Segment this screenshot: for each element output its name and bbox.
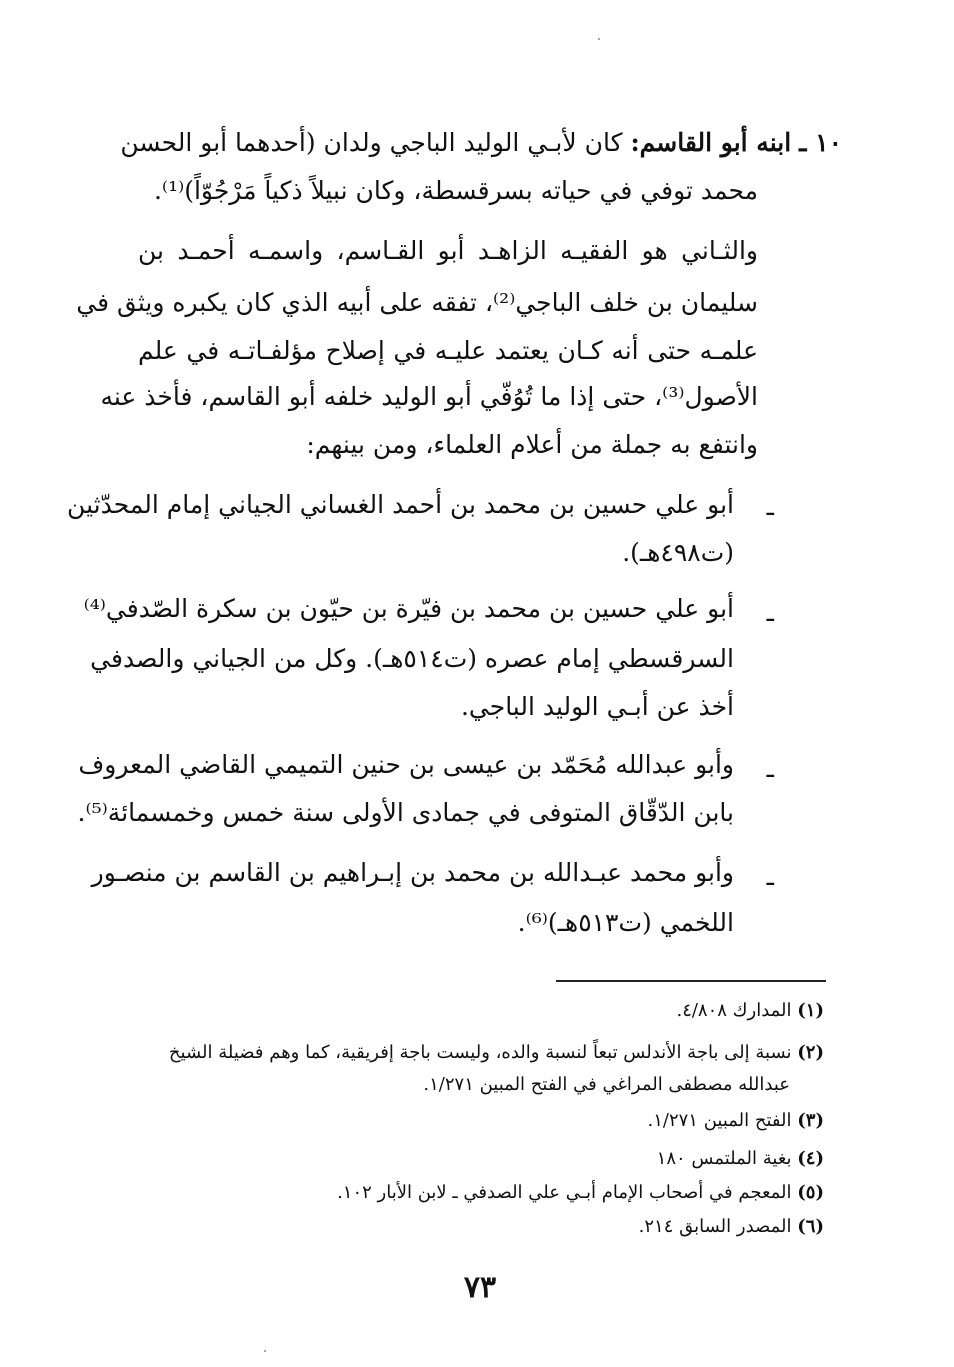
footnote-label: (٢) xyxy=(797,1042,824,1063)
paragraph-2-line-2: سليمان بن خلف الباجي⁽²⁾، تفقه على أبيه الذي كان يكبره ويثق في xyxy=(76,288,758,317)
paragraph-2-line-5: وانتفع به جملة من أعلام العلماء، ومن بينهم: xyxy=(306,430,758,459)
footnote-4 xyxy=(657,1146,824,1172)
footnote-5 xyxy=(337,1180,824,1206)
footnote-text: الفتح المبين ١/٢٧١. xyxy=(647,1110,792,1131)
footnote-2 xyxy=(130,1040,824,1066)
scan-speck xyxy=(264,1350,266,1352)
list-item-3-line-1: وأبو عبدالله مُحَمّد بن عيسى بن حنين التميمي القاضي المعروف xyxy=(78,750,734,779)
list-item-dash: ـ xyxy=(766,754,774,783)
footnote-6 xyxy=(639,1214,824,1240)
entry-text: كان لأبـي الوليد الباجي ولدان (أحدهما أبو الحسن xyxy=(120,128,623,157)
list-item-2-line-2: السرقسطي إمام عصره (ت٥١٤هـ). وكل من الجياني والصدفي xyxy=(90,644,734,673)
list-item-4-line-1: وأبو محمد عبـدالله بن محمد بن إبـراهيم بن القاسم بن منصـور xyxy=(91,858,734,887)
footnote-label: (٦) xyxy=(797,1216,824,1237)
list-item-4-line-2: اللخمي (ت٥١٣هـ)⁽⁶⁾. xyxy=(517,908,734,937)
list-item-1-line-2: (ت٤٩٨هـ). xyxy=(622,538,734,567)
list-item-dash: ـ xyxy=(766,598,774,627)
page-number: ٧٣ xyxy=(463,1270,497,1305)
list-item-dash: ـ xyxy=(766,862,774,891)
paragraph-2-line-3: علمـه حتى أنه كـان يعتمد عليـه في إصلاح مؤلفـاتـه في علم xyxy=(138,336,758,365)
footnote-1 xyxy=(676,998,824,1024)
list-item-dash: ـ xyxy=(766,492,774,521)
entry-number: ١٠ ـ xyxy=(799,128,842,157)
footnote-label: (٣) xyxy=(797,1110,824,1131)
footnote-label: (٥) xyxy=(797,1182,824,1203)
footnote-text: بغية الملتمس ١٨٠ xyxy=(656,1148,792,1169)
list-item-2-line-1: أبو علي حسين بن محمد بن فيّرة بن حيّون بن سكرة الصّدفي⁽⁴⁾ xyxy=(83,594,734,623)
list-item-3-line-2: بابن الدّقّاق المتوفى في جمادى الأولى سنة خمس وخمسمائة⁽⁵⁾. xyxy=(77,798,734,827)
scan-speck xyxy=(598,38,600,40)
list-item-1-line-1: أبو علي حسين بن محمد بن أحمد الغساني الجياني إمام المحدّثين xyxy=(67,490,734,519)
footnote-text: المعجم في أصحاب الإمام أبـي علي الصدفي ـ لابن الأبار ١٠٢. xyxy=(337,1182,792,1203)
list-item-2-line-3: أخذ عن أبـي الوليد الباجي. xyxy=(460,692,734,721)
footnote-text: نسبة إلى باجة الأندلس تبعاً لنسبة والده، وليست باجة إفريقية، كما وهم فضيلة الشيخ xyxy=(168,1042,792,1063)
footnote-2-line-2: عبدالله مصطفى المراغي في الفتح المبين ١/٢٧١. xyxy=(423,1074,790,1095)
paragraph-1-line-2: محمد توفي في حياته بسرقسطة، وكان نبيلاً ذكياً مَرْجُوّاً)⁽¹⁾. xyxy=(153,176,758,205)
paragraph-2-line-1: والثـاني هو الفقيـه الزاهـد أبو القـاسم، واسمـه أحمـد بن xyxy=(138,236,758,265)
footnote-label: (٤) xyxy=(797,1148,824,1169)
entry-name: ابنه أبو القاسم: xyxy=(630,128,792,157)
paragraph-2-line-4: الأصول⁽³⁾، حتى إذا ما تُوُفّي أبو الوليد خلفه أبو القاسم، فأخذ عنه xyxy=(100,382,758,411)
footnote-label: (١) xyxy=(797,1000,824,1021)
footnote-text: المدارك ٤/٨٠٨. xyxy=(676,1000,792,1021)
footnote-text: المصدر السابق ٢١٤. xyxy=(638,1216,792,1237)
paragraph-1-line-1 xyxy=(120,126,842,160)
footnote-separator xyxy=(556,980,826,982)
footnote-3 xyxy=(648,1108,825,1134)
